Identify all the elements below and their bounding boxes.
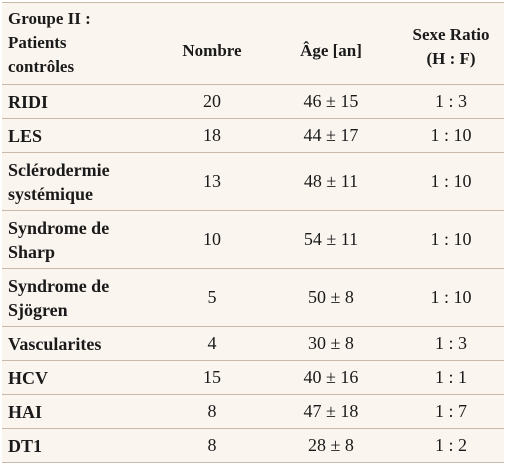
row-age: 30 ± 8 [308, 333, 354, 353]
table-row [2, 395, 504, 429]
header-group-label: Groupe II : Patients contrôles [8, 9, 91, 76]
row-nombre: 8 [207, 435, 217, 455]
header-sexe-ratio: Sexe Ratio (H : F) [412, 25, 490, 68]
row-sexe-ratio: 1 : 10 [430, 125, 472, 145]
row-age: 28 ± 8 [308, 435, 354, 455]
row-age: 44 ± 17 [303, 125, 359, 145]
row-nombre: 5 [207, 287, 217, 307]
table-row [2, 119, 504, 153]
row-disease-name: Vascularites [8, 333, 102, 354]
table-row [2, 211, 504, 269]
table-header-row [2, 3, 504, 85]
row-nombre: 8 [207, 401, 217, 421]
row-disease-name: DT1 [8, 435, 43, 456]
row-disease-name: HAI [8, 401, 43, 422]
header-nombre: Nombre [182, 41, 242, 60]
table-row [2, 327, 504, 361]
row-sexe-ratio: 1 : 7 [434, 401, 467, 421]
row-nombre: 20 [203, 91, 221, 111]
row-nombre: 15 [203, 367, 221, 387]
row-disease-name: HCV [8, 367, 48, 388]
table-row [2, 269, 504, 327]
row-sexe-ratio: 1 : 10 [430, 229, 472, 249]
row-sexe-ratio: 1 : 1 [434, 367, 467, 387]
row-age: 47 ± 18 [303, 401, 359, 421]
row-sexe-ratio: 1 : 3 [434, 91, 467, 111]
row-disease-name: Sclérodermie systémique [8, 159, 110, 204]
patient-group-table [2, 2, 504, 463]
row-disease-name: RIDI [8, 91, 49, 112]
row-sexe-ratio: 1 : 10 [430, 171, 472, 191]
row-nombre: 18 [203, 125, 221, 145]
row-nombre: 4 [207, 333, 217, 353]
row-sexe-ratio: 1 : 10 [430, 287, 472, 307]
row-age: 46 ± 15 [303, 91, 359, 111]
header-age: Âge [an] [300, 41, 362, 60]
table-row [2, 153, 504, 211]
row-disease-name: Syndrome de Sjögren [8, 275, 110, 320]
row-age: 54 ± 11 [303, 229, 359, 249]
row-age: 48 ± 11 [303, 171, 359, 191]
table-body [2, 85, 504, 463]
row-disease-name: Syndrome de Sharp [8, 217, 110, 262]
row-age: 50 ± 8 [308, 287, 354, 307]
row-age: 40 ± 16 [303, 367, 359, 387]
row-nombre: 10 [203, 229, 221, 249]
row-sexe-ratio: 1 : 3 [434, 333, 467, 353]
table-row [2, 429, 504, 463]
table-row [2, 85, 504, 119]
table-row [2, 361, 504, 395]
row-nombre: 13 [203, 171, 221, 191]
row-sexe-ratio: 1 : 2 [434, 435, 467, 455]
row-disease-name: LES [8, 125, 43, 146]
